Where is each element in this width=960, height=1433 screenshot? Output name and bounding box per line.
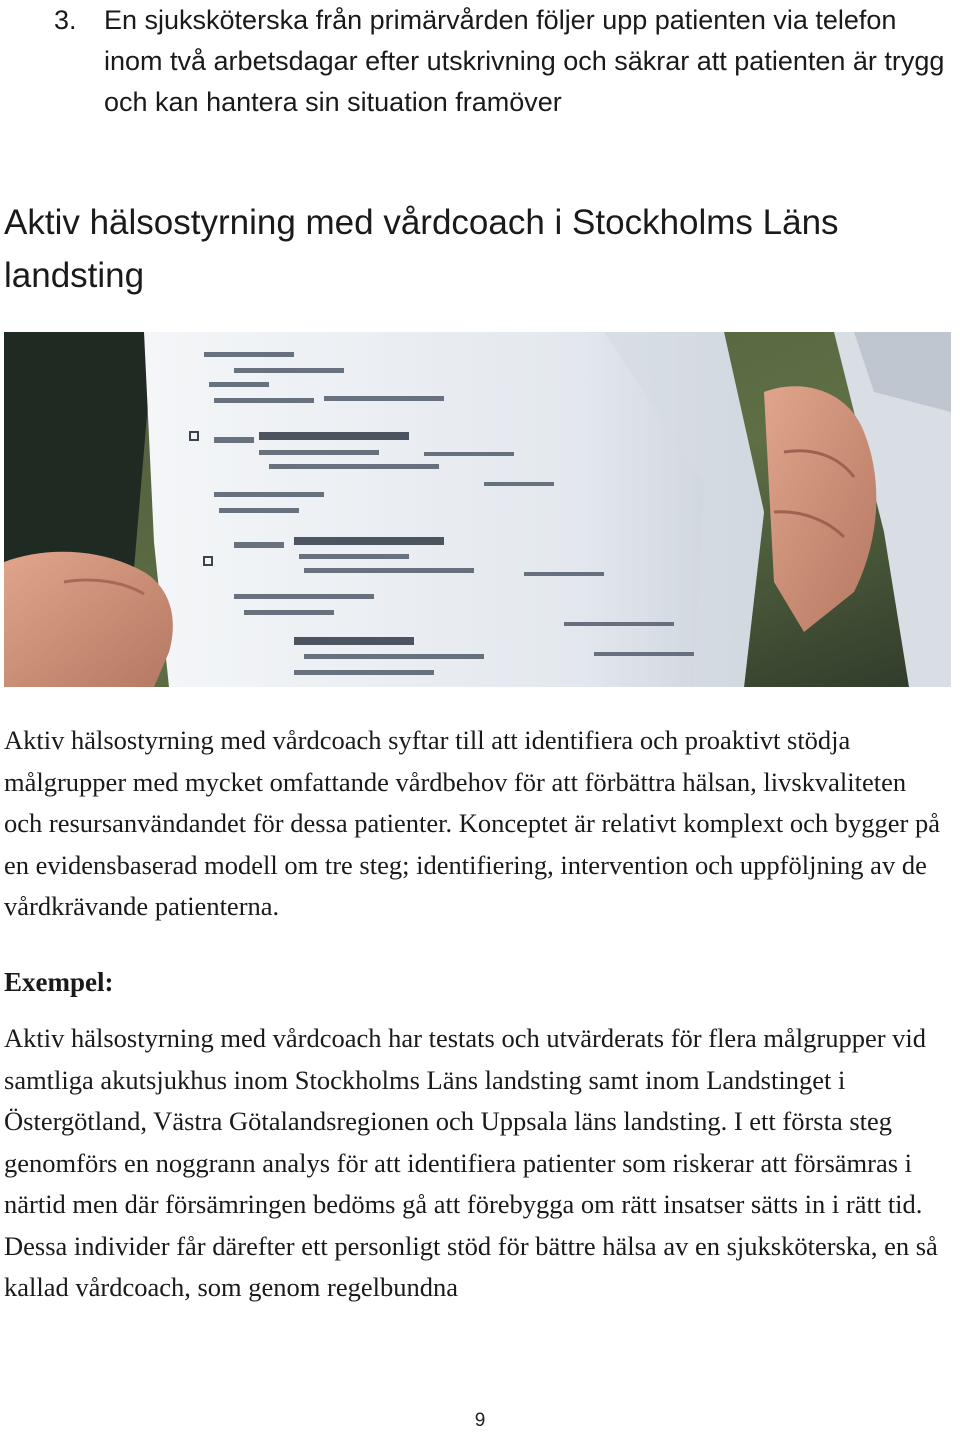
section-heading: Aktiv hälsostyrning med vårdcoach i Stockholms Läns landsting <box>4 203 839 295</box>
list-item-number: 3. <box>54 5 77 35</box>
example-paragraph: Aktiv hälsostyrning med vårdcoach har testats och utvärderats för flera målgrupper vid samtliga akutsjukhus inom Stockholms Läns landsting samt inom Landstinget i Östergötland, Västra Götalandsregionen och Uppsala läns landsting. I ett första steg genomförs en noggrann analys för att identifiera patienter som riskerar att försämras i närtid men där försämringen bedöms gå att förebygga om rätt insatser sätts in i rätt tid. Dessa individer får därefter ett personligt stöd för bättre hälsa av en sjuksköterska, en så kallad vårdcoach, som genom regelbundna <box>4 1023 938 1302</box>
prescription-document-photo-icon <box>4 332 951 687</box>
list-item-text: En sjuksköterska från primärvården följer upp patienten via telefon inom två arbetsdagar efter utskrivning och säkrar att patienten är trygg och kan hantera sin situation framöver <box>104 5 945 117</box>
intro-paragraph: Aktiv hälsostyrning med vårdcoach syftar till att identifiera och proaktivt stödja målgrupper med mycket omfattande vårdbehov för att förbättra hälsan, livskvaliteten och resursanvändandet för dessa patienter. Konceptet är relativt komplext och bygger på en evidensbaserad modell om tre steg; identifiering, intervention och uppföljning av de vårdkrävande patienterna. <box>4 725 940 921</box>
prescription-photo <box>4 332 951 687</box>
page-number: 9 <box>474 1410 486 1431</box>
example-label: Exempel: <box>4 967 114 997</box>
numbered-list-item <box>4 0 954 123</box>
